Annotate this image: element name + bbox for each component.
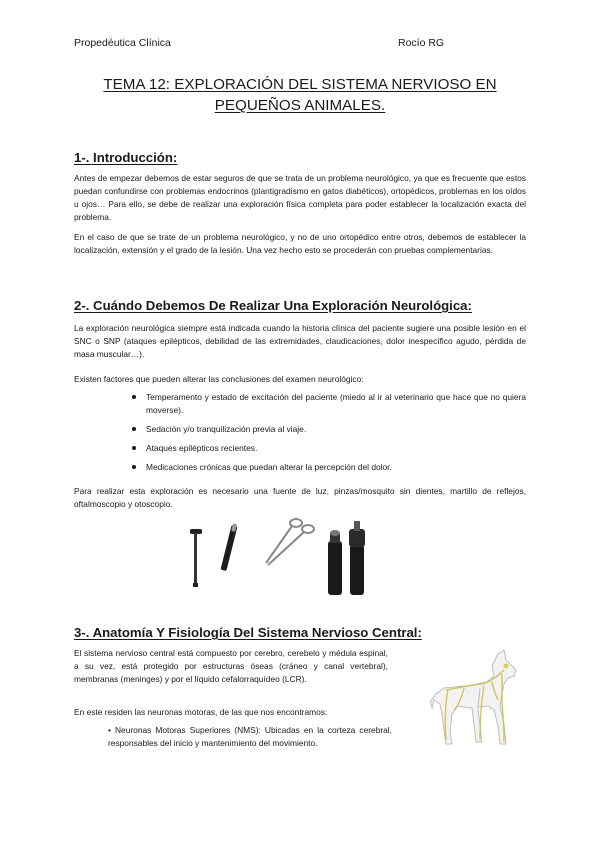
header-author: Rocío RG (398, 37, 445, 49)
section-3-subitem-1: • Neuronas Motoras Superiores (NMS): Ubicadas en la corteza cerebral, responsables del inicio y mantenimiento del movimiento. (108, 725, 392, 748)
section-3-heading: 3-. Anatomía Y Fisiología Del Sistema Nervioso Central: (74, 625, 422, 640)
list-item: Temperamento y estado de excitación del paciente (miedo al ir al veterinario que hace que no quiera moverse). (132, 391, 526, 417)
section-3-paragraph-2: En este residen las neuronas motoras, de las que nos encontramos: (74, 707, 328, 717)
title-line-1: TEMA 12: EXPLORACIÓN DEL SISTEMA NERVIOSO EN (103, 76, 497, 93)
header-course: Propedéutica Clínica (74, 37, 171, 49)
title-line-2: PEQUEÑOS ANIMALES. (214, 97, 386, 114)
section-2-paragraph-2: Existen factores que pueden alterar las conclusiones del examen neurológico: (74, 374, 364, 384)
section-1-paragraph-1: Antes de empezar debemos de estar seguros de que se trata de un problema neurológico, ya que es frecuente que estos puedan confundirse con problemas endocrinos (plantigradismo en gatos diabéticos), ortopédicos, problemas en los oídos u ojos… Para ello, se debe de realizar una exploración física completa para poder establecer la localización exacta del problema. (74, 173, 526, 222)
section-2-paragraph-1: La exploración neurológica siempre está indicada cuando la historia clínica del paciente sugiere una posible lesión en el SNC o SNP (ataques epilépticos, debilidad de las extremidades, claudicaciones, dolor inespecífico agudo, pérdida de masa muscular…). (74, 323, 526, 359)
section-1-heading: 1-. Introducción: (74, 150, 178, 165)
exam-tools-image (186, 515, 376, 595)
factors-list (132, 391, 526, 480)
bullet-icon (132, 427, 136, 431)
reflex-hammer-icon (190, 529, 202, 587)
list-item: Sedación y/o tranquilización previa al viaje. (132, 423, 526, 436)
page-title (74, 74, 526, 116)
section-2-heading: 2-. Cuándo Debemos De Realizar Una Exploración Neurológica: (74, 298, 472, 313)
bullet-icon (132, 465, 136, 469)
section-1-paragraph-2: En el caso de que se trate de un problema neurológico, y no de uno ortopédico entre otros, debemos de establecer la localización, extensión y el grado de la lesión. Una vez hecho esto se procederán con pruebas complementarias. (74, 232, 526, 255)
list-item: Ataques epilépticos recientes. (132, 442, 526, 455)
section-2-paragraph-3: Para realizar esta exploración es necesario una fuente de luz, pinzas/mosquito sin dientes, martillo de reflejos, oftalmoscopio y otoscopio. (74, 486, 526, 509)
section-3-paragraph-1: El sistema nervioso central está compuesto por cerebro, cerebelo y médula espinal, a su vez, está protegido por estructuras óseas (cráneo y canal vertebral), membranas (meninges) y por el líquido cefalorraquídeo (LCR). (74, 648, 388, 684)
otoscope-icon (328, 530, 342, 595)
bullet-icon (132, 395, 136, 399)
ophthalmoscope-icon (349, 521, 365, 595)
forceps-icon (266, 519, 314, 565)
brain-highlight (504, 664, 509, 669)
bullet-icon (132, 446, 136, 450)
penlight-icon (221, 523, 238, 571)
dog-nervous-system-image (424, 648, 530, 748)
list-item: Medicaciones crónicas que puedan alterar la percepción del dolor. (132, 461, 526, 474)
